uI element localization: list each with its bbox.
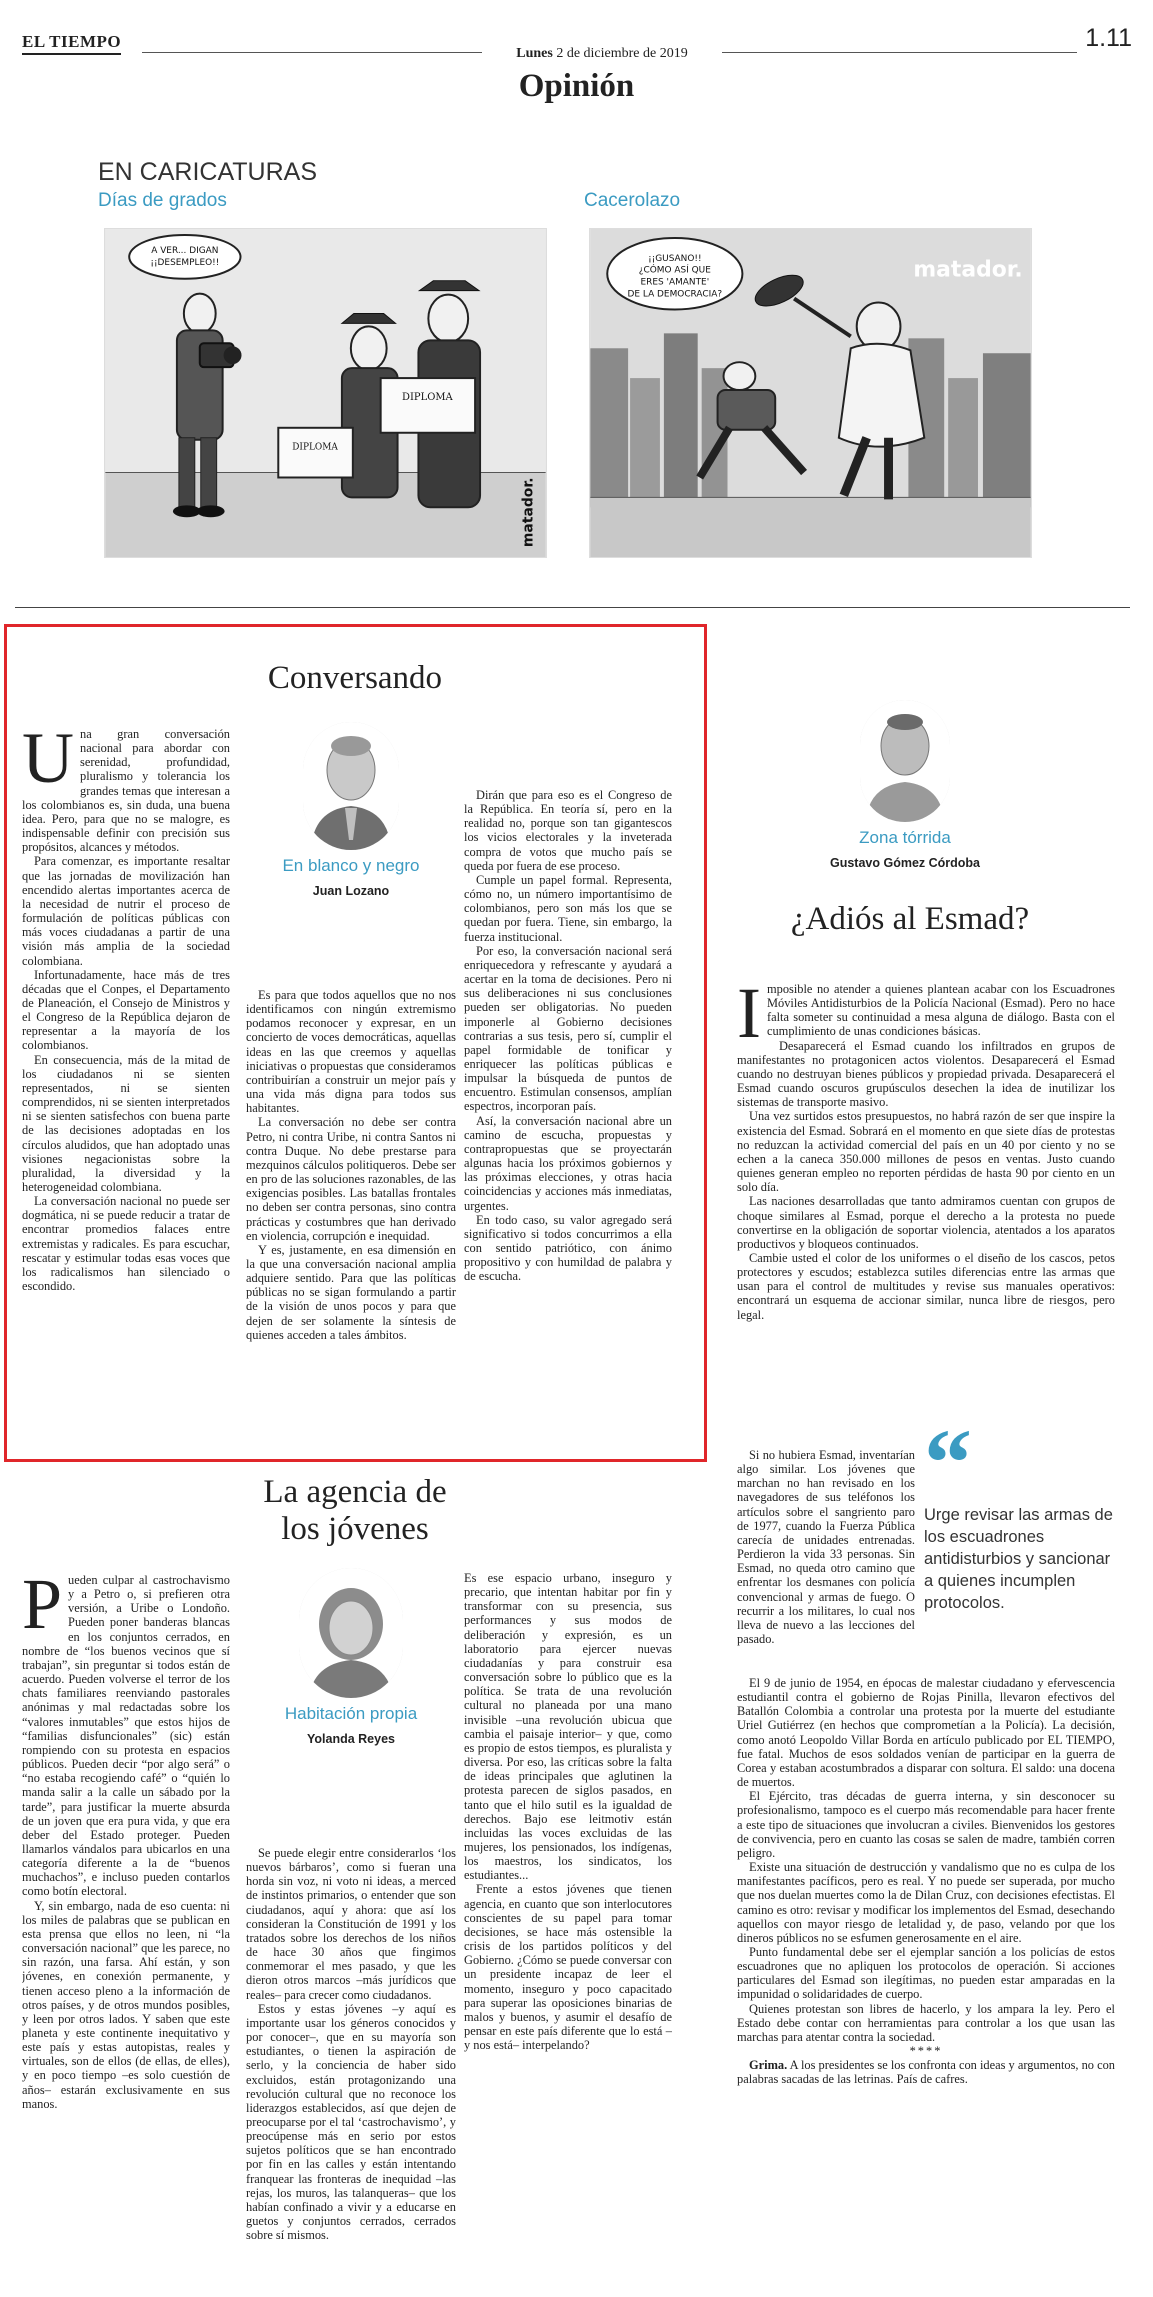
paragraph: Y es, justamente, en esa dimensión en la que una conversación nacional amplia adquiere sentido. Para que las políticas públicas no se sigan formulando a partir de la visión de unos pocos y para que dejen de ser solamente la síntesis de quienes acceden a tales ámbitos.	[246, 1242, 456, 1342]
paragraph: En consecuencia, más de la mitad de los ciudadanos ni se sienten representados, ni se sienten comprendidos, ni se sienten interpretados ni se sienten satisfechos con buena parte de las decisiones adoptadas en los círculos aludidos, que han adoptado unas visiones negacionistas sobre la pluralidad, la diversidad y la heterogeneidad colombiana.	[22, 1052, 230, 1194]
paragraph: El 9 de junio de 1954, en épocas de malestar ciudadano y efervescencia estudiantil contra el gobierno de Rojas Pinilla, llevaron efectivos del Batallón Colombia a controlar una protesta por la muerte del estudiante Uriel Gutiérrez (en hechos que comprometían a la Policía). La decisión, como anotó Leopoldo Villar Borda en artículo publicado por EL TIEMPO, fue fatal. Muchos de esos soldados venían de participar en la guerra de Corea y estaban acostumbrados a disparar con soltura. El saldo: una docena de muertos.	[737, 1676, 1115, 1790]
svg-text:¿CÓMO ASÍ QUE: ¿CÓMO ASÍ QUE	[638, 265, 711, 276]
svg-text:DE LA DEMOCRACIA?: DE LA DEMOCRACIA?	[627, 289, 723, 300]
byline-lozano	[246, 722, 456, 898]
paragraph: ueden culpar al castrochavismo y a Petro o, si prefieren otra versión, a Uribe o Londoño. Pueden poner banderas blancas en los conjuntos cerrados, en nombre de “los buenos vecinos que sí trabajan”, sin preguntar si todos están de acuerdo. Pueden volverse el terror de los chats familiares reenviando pastorales anónimas y mal redactadas sobre los “valores inmutables” que estos hijos de “familias disfuncionales” (sic) están rompiendo con su protesta en espacios públicos. Pueden decir “por algo será” o “no estaba recogiendo café” o “quién lo manda salir a la calle un sábado por la tarde”, para justificar la muerte absurda de un joven que era pura vida, y que era deber del Estado proteger. Pueden llamarlos vándalos para ubicarlos en una categoría diferente a la de “buenos muchachos”, e incluso pueden contarlos como botín electoral.	[22, 1573, 230, 1899]
grima-note	[737, 2058, 1115, 2086]
drop-cap: I	[737, 982, 761, 1053]
paragraph: Frente a estos jóvenes que tienen agencia, en cuanto que son interlocutores conscientes de su papel para tomar decisiones, se hace más ostensible la crisis de los partidos políticos y del Gobierno. ¿Cómo se puede conversar con un presidente incapaz de leer el momento, inseguro y poco capacitado para superar las oposiciones binarias de malos y buenos, y asumir el desafío de pensar en este país diferente que lo está –y nos está– interpelando?	[464, 1882, 672, 2053]
paragraph: Si no hubiera Esmad, inventarían algo similar. Los jóvenes que marchan no han revisado en los navegadores de sus teléfonos los artículos sobre el sangriento paro de 1977, cuando la Fuerza Pública carecía de unidades entrenadas. Perdieron la vida 33 personas. Sin Esmad, no queda otro camino que enfrentar los desmanes con policía convencional y armas de fuego. O recurrir a los militares, lo cual nos lleva de nuevo a las lecciones del pasado.	[737, 1448, 915, 1647]
paragraph: Es para que todos aquellos que no nos identificamos con ningún extremismo podamos reconocer y expresar, en un concierto de voces democráticas, aquellas ideas en las que creemos y aquellas iniciativas o propuestas que consideramos contribuirían a construir un mejor país y una vida más digna para todos sus habitantes.	[246, 988, 456, 1116]
article-title-agencia	[120, 1474, 590, 1548]
column-name: En blanco y negro	[282, 856, 420, 875]
author-name: Yolanda Reyes	[306, 1732, 395, 1746]
paragraph: mposible no atender a quienes plantean acabar con los Escuadrones Móviles Antidisturbios de la Policía Nacional (Esmad). Pero no hace falta someter su continuidad a mesa alguna de diálogo. Basta con el cumplimiento de unas condiciones básicas.	[766, 982, 1115, 1039]
author-photo	[303, 722, 399, 850]
article-title-conversando: Conversando	[267, 660, 443, 696]
caricaturas-heading: EN CARICATURAS	[98, 158, 318, 186]
conversando-column-3	[464, 788, 672, 1453]
pull-quote	[924, 1409, 1120, 1614]
svg-text:ERES 'AMANTE': ERES 'AMANTE'	[640, 277, 710, 288]
svg-text:¡¡DESEMPLEO!!: ¡¡DESEMPLEO!!	[150, 257, 220, 268]
paragraph: El Ejército, tras décadas de guerra interna, y sin desconocer su profesionalismo, tampoco es el cuerpo más recomendable para hacer frente a este tipo de situaciones que involucran a civiles. Bienvenidos los gestores de convivencia, pero en cuanto las cosas se salen de madre, también corren peligro.	[737, 1789, 1115, 1860]
paragraph: Una vez surtidos estos presupuestos, no habrá razón de ser que inspire la existencia del Esmad. Sobrará en el momento en que siete días de protestas no reduzcan la actividad comercial del país en un 40 por ciento y no se echen a la caneca 350.000 millones de pesos en ventas. Justo cuando quienes generan empleo no reporten pérdidas de hasta 90 por ciento en un solo día.	[737, 1109, 1115, 1195]
paragraph: Dirán que para eso es el Congreso de la República. En teoría sí, pero en la realidad no, porque son tan gigantescos los vicios electorales y la inveterada compra de votos que mucho país se queda por fuera de ese proceso.	[464, 788, 672, 873]
byline-reyes	[246, 1568, 456, 1746]
paragraph: Infortunadamente, hace más de tres décadas que el Conpes, el Departamento de Planeación, el Consejo de Ministros y el Congreso de la República dejaron de representar a la mayoría de los colombianos.	[22, 967, 230, 1053]
author-photo	[860, 700, 950, 822]
separator-stars: ****	[909, 2044, 943, 2059]
paragraph: Estos y estas jóvenes –y aquí es importante usar los géneros conocidos y por conocer–, que en su mayoría son estudiantes, o tienen la aspiración de serlo, y la conciencia de haber sido excluidos, están protagonizando una revolución cultural que no reconoce los liderazgos establecidos, así que dejen de preocuparse por el tal ‘castrochavismo’, y preocúpense más en serio por estos sujetos políticos que se han encontrado por fin en las calles y están intentando franquear las fronteras de inequidad –las rejas, los muros, las talanqueras– que los habían confinado a vivir y a educarse en guetos y conjuntos cerrados, cerrados sobre sí mismos.	[246, 2001, 456, 2243]
page-number: 1.11	[1085, 24, 1132, 52]
title-line: La agencia de	[263, 1474, 447, 1510]
paragraph: Punto fundamental debe ser el ejemplar sanción a los policías de estos escuadrones que no apliquen los protocolos de operación. Si acciones particulares del Esmad son ilegítimas, no pueden estar amparadas en la impunidad o solidaridades de cuerpo.	[737, 1944, 1115, 2002]
date-day: Lunes	[516, 46, 553, 61]
article-title-esmad: ¿Adiós al Esmad?	[790, 901, 1030, 937]
section-divider	[15, 607, 1130, 608]
drop-cap: P	[22, 1573, 63, 1644]
esmad-column-bottom	[737, 1676, 1115, 2228]
byline-gomez	[820, 700, 990, 870]
cartoon-left-title: Días de grados	[98, 190, 227, 211]
grima-text: A los presidentes se los confronta con ideas y argumentos, no con palabras sacadas de las letrinas. País de cafres.	[737, 2058, 1115, 2087]
column-name: Habitación propia	[284, 1704, 418, 1723]
paragraph: Quienes protestan son libres de hacerlo, y los ampara la ley. Pero el Estado debe contar con herramientas para controlar a los que usan las marchas para atentar contra la sociedad.	[737, 2001, 1115, 2044]
paragraph: Se puede elegir entre considerarlos ‘los nuevos bárbaros’, como si fueran una horda sin voz, ni voto ni ideas, a merced de instintos primarios, o entender que son ciudadanos, aquí y ahora: que así los consideran la Constitución de 1991 y los tratados sobre los derechos de los niños de hace 30 años que fingimos conmemorar el mes pasado, y que les dieron otros marcos –más jurídicos que reales– para crecer como ciudadanos.	[246, 1846, 456, 2002]
conversando-column-2	[246, 988, 456, 1453]
paragraph: Y, sin embargo, nada de eso cuenta: ni los miles de palabras que se publican en esta prensa que ellos no leen, ni “la conversación nacional” que les parece, no sin razón, una farsa. Ahí están, y son jóvenes, en conexión permanente, y tienen acceso pleno a la información de otros países, y de otros mundos posibles, y leen por otros lados. Y saben que este planeta y este continente inequitativo y este país y estas autopistas, reales y virtuales, son de ellos (de ellas, de elles), y en poco tiempo –es solo cuestión de años– estarán exclusivamente en sus manos.	[22, 1898, 230, 2111]
quote-text: Urge revisar las armas de los escuadrones antidisturbios y sancionar a quienes incumplen protocolos.	[924, 1506, 1113, 1612]
agencia-column-3	[464, 1571, 672, 2286]
paragraph: Por eso, la conversación nacional será enriquecedora y refrescante y ayudará a acertar en la toma de decisiones. Pero ni sus deliberaciones ni sus conclusiones pueden ser obligatorias. No pueden imponerle al Gobierno decisiones contrarias a sus tesis, pero sí, cumplir el papel formidable de tonificar y enriquecer las políticas públicas e impulsar la búsqueda de puntos de encuentro. Estimulan consensos, amplían espectros, incorporan país.	[464, 943, 672, 1114]
masthead-rule-left	[142, 52, 482, 53]
author-photo	[299, 1568, 403, 1698]
cartoon-cacerolazo	[589, 228, 1032, 558]
author-name: Gustavo Gómez Córdoba	[829, 856, 981, 870]
cartoon-graduation	[104, 228, 547, 558]
paragraph: Así, la conversación nacional abre un camino de escucha, propuestas y contrapropuestas que se proyectarán algunas hacia los próximos gobiernos y las próximas elecciones, y otras hacia coincidencias y acciones más inmediatas, urgentes.	[464, 1113, 672, 1213]
drop-cap: U	[22, 727, 74, 798]
agencia-column-1	[22, 1573, 230, 2283]
brand-logo: EL TIEMPO	[22, 32, 121, 55]
paragraph: Las naciones desarrolladas que tanto admiramos cuentan con grupos de choque similares al Esmad, porque el derecho a la protesta no puede convertirse en la obligación de soportar violencia, atentados a los aparatos productivos y bloqueos continuados.	[737, 1194, 1115, 1251]
date-rest: 2 de diciembre de 2019	[556, 46, 688, 61]
paragraph: na gran conversación nacional para abordar con serenidad, profundidad, pluralismo y tolerancia los grandes temas que interesan a los colombianos es, sin duda, una buena idea. Pero, para que no se malogre, es indispensable definir con precisión sus propósitos, alcances y métodos.	[22, 727, 230, 855]
dateline	[492, 46, 712, 62]
conversando-column-1	[22, 727, 230, 1453]
esmad-column-narrow	[737, 1448, 915, 1670]
svg-text:¡¡GUSANO!!: ¡¡GUSANO!!	[648, 253, 702, 264]
paragraph: Es ese espacio urbano, inseguro y precario, que intentan habitar por fin y transformar con su presencia, sus performances y sus modos de deliberación y expresión, es un laboratorio para ejercer nuevas ciudadanías y para construir esa conversación sobre lo público que es la política. Se trata de una revolución cultural no planeada por una mano invisible –una revolución ubicua que cambia el paisaje interior– y que, como es propio de estos tiempos, es pluralista y diversa. Por eso, las críticas sobre la falta de ideas principales que aglutinen la protesta parecen de siglos pasados, en tanto que el hilo sutil es la igualdad de derechos. Bajo ese leitmotiv están incluidas las voces excluidas de las mujeres, los pensionados, los indígenas, los maestros, los sindicatos, los estudiantes...	[464, 1571, 672, 1883]
paragraph: Para comenzar, es importante resaltar que las jornadas de movilización han encendido alertas importantes acerca de la necesidad de nutrir el proceso de formulación de políticas públicas con más voces ciudadanas a partir de una visión más amplia de la sociedad colombiana.	[22, 854, 230, 968]
column-name: Zona tórrida	[859, 828, 951, 847]
paragraph: Desaparecerá el Esmad cuando los infiltrados en grupos de manifestantes no protagonicen actos violentos. Desaparecerá el Esmad cuando no destruyan bienes públicos y propiedad privada. Desaparecerá el Esmad cuando oscuros grupúsculos desechen la idea de inutilizar los sistemas de transporte masivo.	[737, 1038, 1115, 1110]
svg-text:A VER... DIGAN: A VER... DIGAN	[151, 245, 219, 256]
paragraph: En todo caso, su valor agregado será significativo si todos concurrimos a ella con sentido patriótico, con ánimo propositivo y con humildad de palabra y de escucha.	[464, 1212, 672, 1284]
paragraph: Cumple un papel formal. Representa, cómo no, un número importantísimo de colombianos, pero son más los que se quedan por fuera. Tiene, sin embargo, la fuerza institucional.	[464, 872, 672, 944]
paragraph: Existe una situación de destrucción y vandalismo que no es culpa de los manifestantes pacíficos, pero es real. Y no puede ser superada, por mucho que nos duelan muertes como la de Dilan Cruz, con decisiones efectistas. El camino es otro: revisar y modificar los implementos del Esmad, desechando aquellos con mayor riesgo de letalidad y, de paso, velando por que los dineros públicos no se esfumen generosamente en el aire.	[737, 1860, 1115, 1945]
svg-text:DIPLOMA: DIPLOMA	[402, 391, 453, 403]
section-title: Opinión	[518, 68, 635, 104]
svg-text:matador.: matador.	[520, 477, 537, 548]
title-line: los jóvenes	[281, 1510, 429, 1547]
svg-text:matador.: matador.	[913, 257, 1023, 283]
quote-icon: “	[924, 1409, 972, 1516]
paragraph: La conversación nacional no puede ser dogmática, ni se puede reducir a tratar de encontrar promedios falaces entre extremistas y radicales. Es para escuchar, rescatar y estimular todas esas voces que los radicalismos han silenciado o escondido.	[22, 1194, 230, 1294]
author-name: Juan Lozano	[312, 884, 390, 898]
cartoon-right-title: Cacerolazo	[584, 190, 681, 211]
paragraph: La conversación no debe ser contra Petro, ni contra Uribe, ni contra Santos ni contra Duque. No debe prestarse para mezquinos cálculos politiqueros. Debe ser en pro de las soluciones razonables, de las exigencias posibles. Las batallas frontales no deben ser contra personas, sino contra prácticas y costumbres que han derivado en violencia, corrupción e inequidad.	[246, 1115, 456, 1243]
agencia-column-2	[246, 1846, 456, 2286]
grima-label: Grima.	[749, 2058, 788, 2073]
esmad-column-top	[737, 982, 1115, 1428]
svg-text:DIPLOMA: DIPLOMA	[292, 442, 338, 453]
paragraph: Cambie usted el color de los uniformes o el diseño de los cascos, petos protectores y escudos; establezca sutiles diferencias entre las armas que usan para el control de multitudes y revise sus manuales operativos: encontrará un esquema de accionar similar, nunca libre de riesgos, pero legal.	[737, 1250, 1115, 1322]
masthead-rule-right	[722, 52, 1077, 53]
masthead	[22, 24, 1132, 61]
